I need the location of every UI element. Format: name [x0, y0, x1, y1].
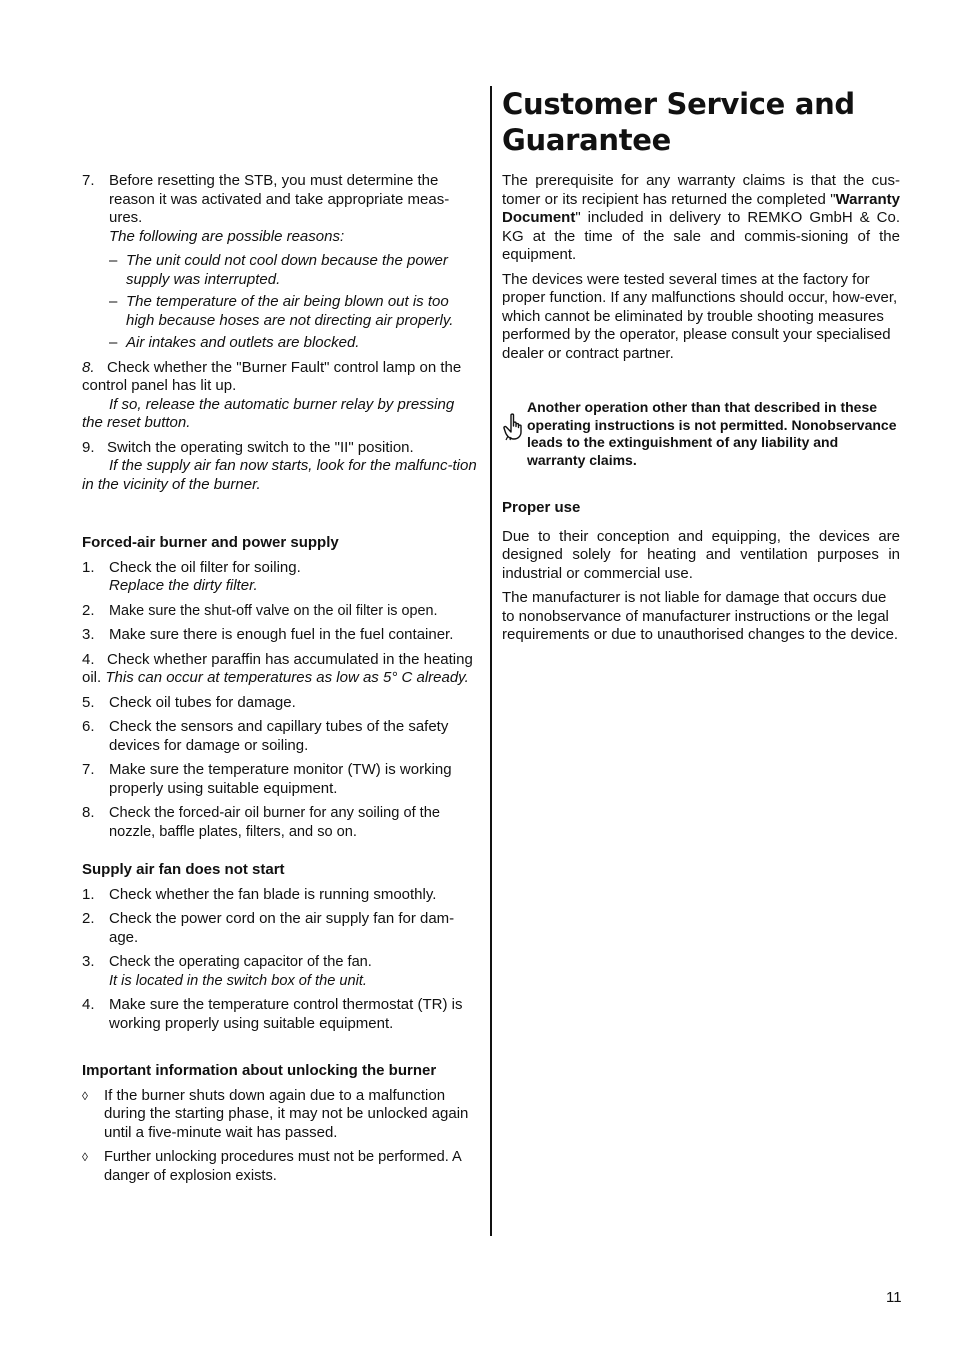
- page-number: 11: [886, 1289, 902, 1306]
- reason-item: – Air intakes and outlets are blocked.: [109, 334, 360, 351]
- list-item: 2. Check the power cord on the air supply fan for dam-age.: [82, 910, 455, 946]
- list-item: 9. Switch the operating switch to the "II" position. If the supply air fan now starts, look for the malfunc-tion in the vicinity of the burner.: [82, 438, 477, 493]
- list-item: 3. Check the operating capacitor of the fan. It is located in the switch box of the unit.: [82, 953, 372, 989]
- list-item: 7. Before resetting the STB, you must determine the reason it was activated and take appropriate meas-ures. The following are possible reasons:: [82, 172, 450, 245]
- warning-note: Another operation other than that described in these operating instructions is not permitted. Nonobservance leads to the extinguishment of any liability and warranty claims.: [502, 399, 900, 469]
- list-item: 8. Check the forced-air oil burner for any soiling of the nozzle, baffle plates, filters, and so on.: [82, 804, 440, 840]
- pointing-hand-icon: [502, 413, 524, 446]
- paragraph: The manufacturer is not liable for damage that occurs due to nonobservance of manufacturer instructions or the legal requirements or due to unauthorised changes to the device.: [502, 589, 899, 643]
- section-heading: Proper use: [502, 499, 581, 516]
- page-title: Customer Service and Guarantee: [502, 87, 855, 157]
- section-heading: Important information about unlocking the burner: [82, 1062, 437, 1079]
- list-item: 3. Make sure there is enough fuel in the fuel container.: [82, 626, 454, 643]
- list-item: 6. Check the sensors and capillary tubes of the safety devices for damage or soiling.: [82, 718, 449, 754]
- right-column: [502, 86, 900, 651]
- paragraph: The devices were tested several times at the factory for proper function. If any malfunctions should occur, how-ever, which cannot be eliminated by trouble shooting measures performed by the operator, please consult your specialised dealer or contract partner.: [502, 270, 898, 362]
- paragraph: Due to their conception and equipping, the devices are designed solely for heating and ventilation purposes in industrial or commercial use.: [502, 527, 900, 582]
- list-item: ◊ If the burner shuts down again due to a malfunction during the starting phase, it may not be unlocked again until a five-minute wait has passed.: [82, 1086, 469, 1141]
- list-item: 4. Check whether paraffin has accumulated in the heating oil. This can occur at temperatures as low as 5° C already.: [82, 650, 473, 686]
- reason-item: – The temperature of the air being blown out is too high because hoses are not directing air properly.: [109, 293, 454, 329]
- list-item: 4. Make sure the temperature control thermostat (TR) is working properly using suitable equipment.: [82, 996, 463, 1032]
- list-item: ◊ Further unlocking procedures must not be performed. A danger of explosion exists.: [82, 1149, 461, 1184]
- list-item: 1. Check the oil filter for soiling. Replace the dirty filter.: [82, 558, 301, 594]
- section-heading: Supply air fan does not start: [82, 861, 285, 878]
- list-item: 2. Make sure the shut-off valve on the oil filter is open.: [82, 601, 438, 619]
- list-item: 5. Check oil tubes for damage.: [82, 693, 296, 711]
- list-item: 1. Check whether the fan blade is running smoothly.: [82, 885, 437, 903]
- paragraph: The prerequisite for any warranty claims is that the cus-tomer or its recipient has returned the completed "Warranty Document" included in delivery to REMKO GmbH & Co. KG at the time of the sale and commis-sioning of the equipment.: [502, 172, 900, 263]
- column-divider: [490, 86, 492, 1236]
- left-column: [82, 172, 479, 1191]
- list-item: 8. Check whether the "Burner Fault" control lamp on the control panel has lit up. If so, release the automatic burner relay by pressing the reset button.: [82, 358, 462, 431]
- list-item: 7. Make sure the temperature monitor (TW) is working properly using suitable equipment.: [82, 761, 452, 797]
- reason-item: – The unit could not cool down because the power supply was interrupted.: [109, 252, 448, 288]
- section-heading: Forced-air burner and power supply: [82, 534, 339, 551]
